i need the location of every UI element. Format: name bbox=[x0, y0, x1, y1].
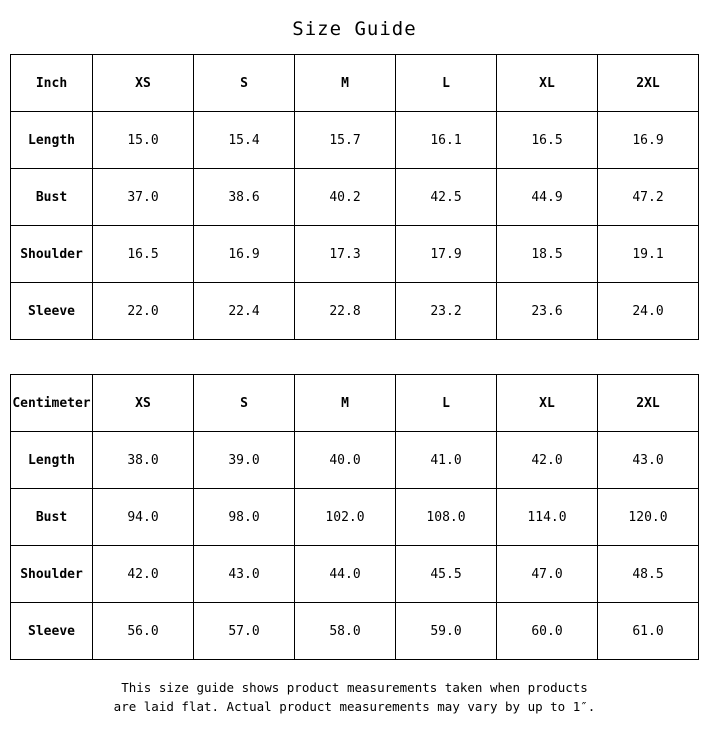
footnote bbox=[0, 678, 709, 716]
cell-inch-bust-s: 38.6 bbox=[194, 169, 295, 226]
cell-inch-shoulder-xs: 16.5 bbox=[93, 226, 194, 283]
inch-size-table bbox=[10, 54, 699, 340]
column-header-m: M bbox=[295, 375, 396, 432]
cell-cm-length-xs: 38.0 bbox=[93, 432, 194, 489]
cell-inch-length-l: 16.1 bbox=[396, 112, 497, 169]
column-header-2xl: 2XL bbox=[598, 55, 699, 112]
row-header-bust: Bust bbox=[11, 489, 93, 546]
cell-inch-bust-m: 40.2 bbox=[295, 169, 396, 226]
column-header-xl: XL bbox=[497, 55, 598, 112]
table-header-row bbox=[11, 55, 699, 112]
cell-inch-length-xl: 16.5 bbox=[497, 112, 598, 169]
cell-cm-sleeve-m: 58.0 bbox=[295, 603, 396, 660]
column-header-xl: XL bbox=[497, 375, 598, 432]
column-header-xs: XS bbox=[93, 375, 194, 432]
cell-cm-shoulder-2xl: 48.5 bbox=[598, 546, 699, 603]
cell-inch-shoulder-l: 17.9 bbox=[396, 226, 497, 283]
cell-cm-shoulder-m: 44.0 bbox=[295, 546, 396, 603]
cell-inch-bust-xl: 44.9 bbox=[497, 169, 598, 226]
table-row bbox=[11, 283, 699, 340]
cell-inch-sleeve-xs: 22.0 bbox=[93, 283, 194, 340]
column-header-m: M bbox=[295, 55, 396, 112]
row-header-sleeve: Sleeve bbox=[11, 283, 93, 340]
row-header-length: Length bbox=[11, 432, 93, 489]
centimeter-size-table bbox=[10, 374, 699, 660]
cell-cm-length-s: 39.0 bbox=[194, 432, 295, 489]
cell-cm-shoulder-xl: 47.0 bbox=[497, 546, 598, 603]
cell-cm-bust-2xl: 120.0 bbox=[598, 489, 699, 546]
cell-cm-bust-xs: 94.0 bbox=[93, 489, 194, 546]
footnote-line-1: This size guide shows product measurements taken when products bbox=[121, 680, 588, 695]
column-header-l: L bbox=[396, 55, 497, 112]
cell-cm-sleeve-s: 57.0 bbox=[194, 603, 295, 660]
cell-inch-length-2xl: 16.9 bbox=[598, 112, 699, 169]
table-row bbox=[11, 603, 699, 660]
row-header-shoulder: Shoulder bbox=[11, 226, 93, 283]
cell-inch-sleeve-2xl: 24.0 bbox=[598, 283, 699, 340]
cell-cm-sleeve-xs: 56.0 bbox=[93, 603, 194, 660]
cell-inch-length-s: 15.4 bbox=[194, 112, 295, 169]
inch-table-container bbox=[0, 54, 709, 340]
row-header-bust: Bust bbox=[11, 169, 93, 226]
centimeter-table-container bbox=[0, 374, 709, 660]
table-row bbox=[11, 112, 699, 169]
cell-cm-length-xl: 42.0 bbox=[497, 432, 598, 489]
column-header-s: S bbox=[194, 55, 295, 112]
row-header-length: Length bbox=[11, 112, 93, 169]
footnote-line-2: are laid flat. Actual product measurements may vary by up to 1″. bbox=[113, 699, 596, 714]
cell-cm-sleeve-xl: 60.0 bbox=[497, 603, 598, 660]
cell-inch-shoulder-s: 16.9 bbox=[194, 226, 295, 283]
column-header-2xl: 2XL bbox=[598, 375, 699, 432]
cell-cm-shoulder-xs: 42.0 bbox=[93, 546, 194, 603]
cell-inch-sleeve-xl: 23.6 bbox=[497, 283, 598, 340]
cell-cm-sleeve-2xl: 61.0 bbox=[598, 603, 699, 660]
cell-cm-bust-s: 98.0 bbox=[194, 489, 295, 546]
row-header-shoulder: Shoulder bbox=[11, 546, 93, 603]
table-header-row bbox=[11, 375, 699, 432]
cell-inch-bust-xs: 37.0 bbox=[93, 169, 194, 226]
cell-cm-sleeve-l: 59.0 bbox=[396, 603, 497, 660]
cell-cm-length-2xl: 43.0 bbox=[598, 432, 699, 489]
unit-label-centimeter: Centimeter bbox=[11, 375, 93, 432]
cell-cm-shoulder-l: 45.5 bbox=[396, 546, 497, 603]
cell-inch-sleeve-m: 22.8 bbox=[295, 283, 396, 340]
cell-cm-bust-xl: 114.0 bbox=[497, 489, 598, 546]
cell-inch-length-xs: 15.0 bbox=[93, 112, 194, 169]
cell-cm-shoulder-s: 43.0 bbox=[194, 546, 295, 603]
table-row bbox=[11, 169, 699, 226]
column-header-xs: XS bbox=[93, 55, 194, 112]
table-row bbox=[11, 432, 699, 489]
cell-inch-shoulder-2xl: 19.1 bbox=[598, 226, 699, 283]
cell-inch-shoulder-m: 17.3 bbox=[295, 226, 396, 283]
cell-inch-sleeve-l: 23.2 bbox=[396, 283, 497, 340]
cell-inch-bust-2xl: 47.2 bbox=[598, 169, 699, 226]
cell-cm-length-l: 41.0 bbox=[396, 432, 497, 489]
page-title: Size Guide bbox=[292, 18, 417, 40]
table-separator bbox=[0, 340, 709, 374]
table-row bbox=[11, 489, 699, 546]
column-header-l: L bbox=[396, 375, 497, 432]
cell-inch-sleeve-s: 22.4 bbox=[194, 283, 295, 340]
row-header-sleeve: Sleeve bbox=[11, 603, 93, 660]
cell-inch-shoulder-xl: 18.5 bbox=[497, 226, 598, 283]
cell-cm-bust-l: 108.0 bbox=[396, 489, 497, 546]
cell-cm-length-m: 40.0 bbox=[295, 432, 396, 489]
table-row bbox=[11, 546, 699, 603]
cell-inch-bust-l: 42.5 bbox=[396, 169, 497, 226]
cell-inch-length-m: 15.7 bbox=[295, 112, 396, 169]
unit-label-inch: Inch bbox=[11, 55, 93, 112]
table-row bbox=[11, 226, 699, 283]
cell-cm-bust-m: 102.0 bbox=[295, 489, 396, 546]
column-header-s: S bbox=[194, 375, 295, 432]
